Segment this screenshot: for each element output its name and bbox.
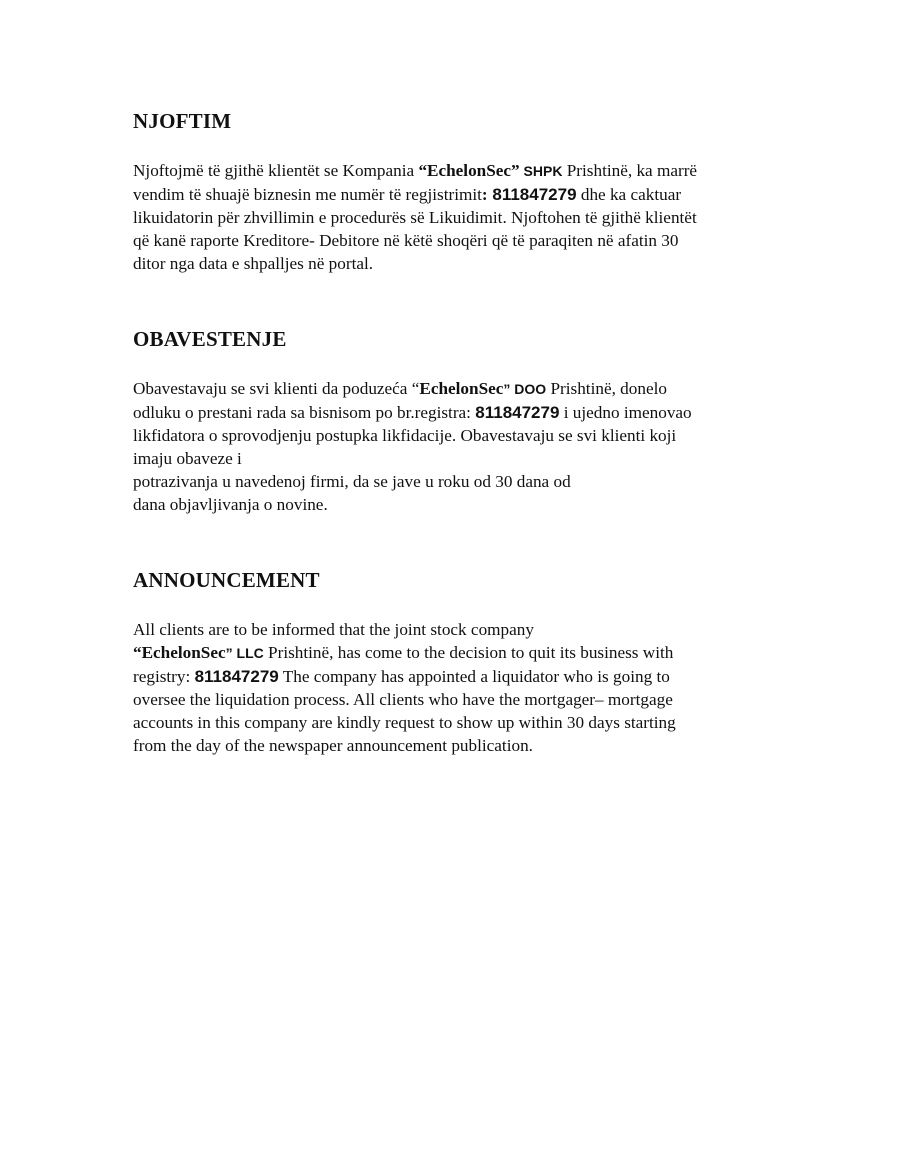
- text-line: likuidatorin për zhvillimin e procedurës së Likuidimit. Njoftohen të gjithë klientët: [133, 208, 697, 227]
- text-segment: i ujedno imenovao: [559, 403, 692, 422]
- text-line: [133, 665, 793, 688]
- section-obavestenje: [133, 326, 793, 516]
- text-line: [133, 401, 793, 424]
- text-line: [133, 159, 793, 183]
- text-line: accounts in this company are kindly request to show up within 30 days starting: [133, 713, 676, 732]
- heading-njoftim: NJOFTIM: [133, 109, 232, 133]
- paragraph-njoftim: [133, 159, 793, 275]
- text-line: All clients are to be informed that the joint stock company: [133, 620, 534, 639]
- text-line: [133, 641, 793, 665]
- text-line: që kanë raporte Kreditore- Debitore në këtë shoqëri që të paraqiten në afatin 30: [133, 231, 679, 250]
- text-segment: Prishtinë, donelo: [546, 379, 667, 398]
- text-segment: Prishtinë, ka marrë: [562, 161, 698, 180]
- text-line: [133, 183, 793, 206]
- paragraph-obavestenje: [133, 377, 793, 516]
- heading-obavestenje: OBAVESTENJE: [133, 327, 287, 351]
- text-line: dana objavljivanja o novine.: [133, 495, 328, 514]
- colon: :: [481, 185, 488, 204]
- company-name: “EchelonSec”: [418, 161, 520, 180]
- text-line: from the day of the newspaper announcement publication.: [133, 736, 533, 755]
- text-segment: vendim të shuajë biznesin me numër të regjistrimit: [133, 185, 482, 204]
- text-line: oversee the liquidation process. All clients who have the mortgager– mortgage: [133, 690, 673, 709]
- text-line: potrazivanja u navedenoj firmi, da se jave u roku od 30 dana od: [133, 472, 571, 491]
- company-suffix: ” LLC: [225, 645, 264, 661]
- text-segment: Njoftojmë të gjithë klientët se Kompania: [133, 161, 419, 180]
- registration-number: 811847279: [475, 403, 560, 422]
- registration-number: 811847279: [194, 667, 279, 686]
- section-njoftim: [133, 108, 793, 275]
- text-segment: Prishtinë, has come to the decision to quit its business with: [263, 643, 674, 662]
- text-segment: dhe ka caktuar: [576, 185, 682, 204]
- company-name: EchelonSec: [419, 379, 504, 398]
- text-segment: registry:: [133, 667, 195, 686]
- text-segment: odluku o prestani rada sa bisnisom po br.registra:: [133, 403, 476, 422]
- text-segment: The company has appointed a liquidator who is going to: [278, 667, 670, 686]
- text-line: [133, 377, 793, 401]
- company-suffix: SHPK: [519, 163, 563, 179]
- company-name: “EchelonSec: [133, 643, 226, 662]
- paragraph-announcement: [133, 618, 793, 757]
- text-line: likfidatora o sprovodjenju postupka likfidacije. Obavestavaju se svi klienti koji: [133, 426, 677, 445]
- text-line: imaju obaveze i: [133, 449, 242, 468]
- text-line: ditor nga data e shpalljes në portal.: [133, 254, 374, 273]
- registration-number: 811847279: [487, 185, 577, 204]
- section-announcement: [133, 567, 793, 757]
- text-segment: Obavestavaju se svi klienti da poduzeća “: [133, 379, 420, 398]
- company-suffix: ” DOO: [503, 381, 547, 397]
- heading-announcement: ANNOUNCEMENT: [133, 568, 320, 592]
